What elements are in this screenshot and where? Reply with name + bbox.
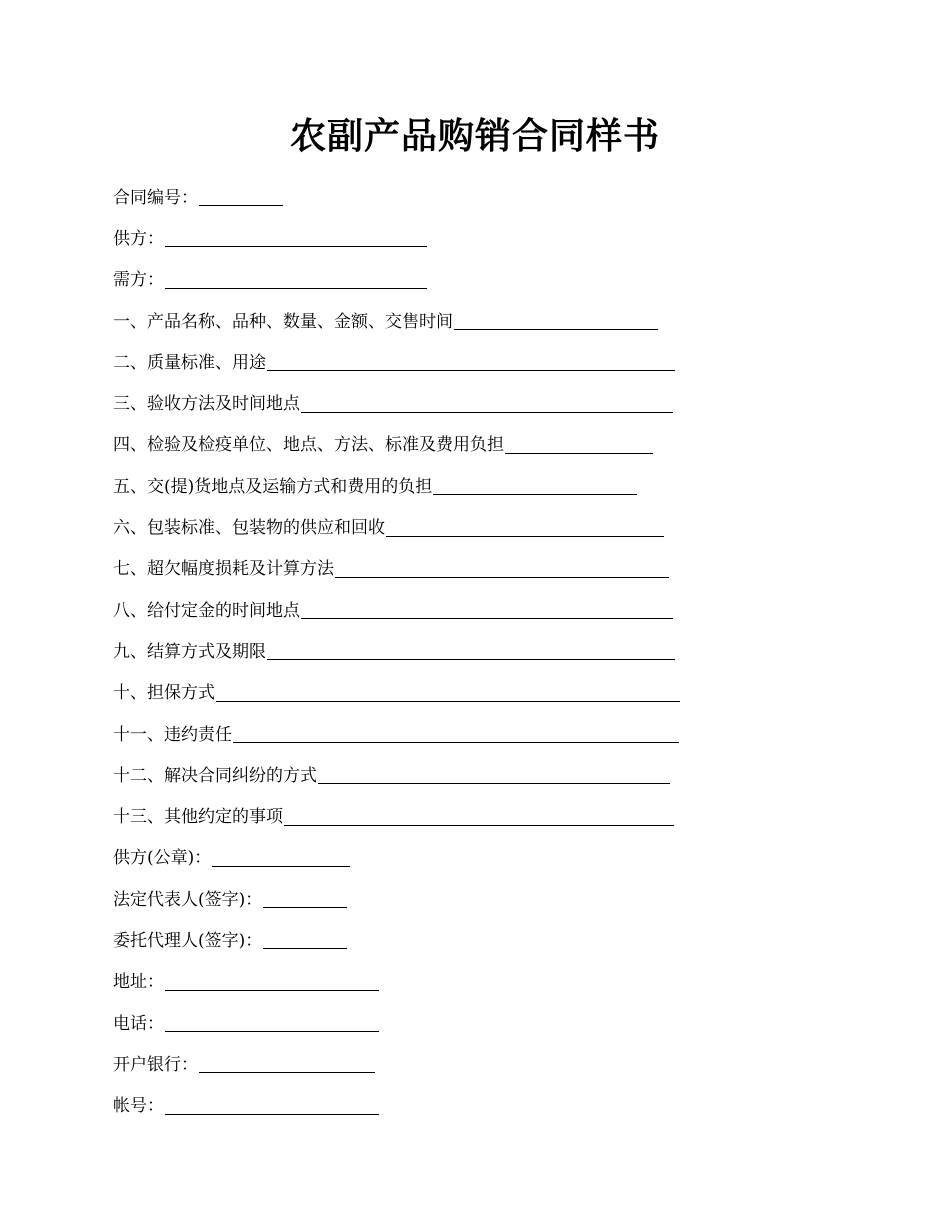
fill-in-blank[interactable] (212, 850, 350, 867)
clause-5-line (113, 466, 873, 507)
clause-2-line (113, 342, 873, 383)
fill-in-blank[interactable] (165, 272, 427, 289)
line-label: 十二、解决合同纠纷的方式 (113, 765, 317, 786)
supplier-seal-line (113, 838, 873, 879)
fill-in-blank[interactable] (505, 437, 653, 454)
fill-in-blank[interactable] (165, 974, 379, 991)
clause-6-line (113, 507, 873, 548)
clause-4-line (113, 425, 873, 466)
line-label: 八、给付定金的时间地点 (113, 600, 300, 621)
fill-in-blank[interactable] (165, 1098, 379, 1115)
fill-in-blank[interactable] (284, 809, 674, 826)
line-label: 三、验收方法及时间地点 (113, 394, 300, 415)
line-label: 需方： (113, 270, 164, 291)
line-label: 十一、违约责任 (113, 724, 232, 745)
authorized-agent-line (113, 920, 873, 961)
fill-in-blank[interactable] (199, 189, 283, 206)
line-label: 开户银行： (113, 1054, 198, 1075)
line-label: 四、检验及检疫单位、地点、方法、标准及费用负担 (113, 435, 504, 456)
contract-number-line (113, 177, 873, 218)
line-label: 委托代理人(签字)： (113, 930, 263, 951)
fill-in-blank[interactable] (263, 932, 347, 949)
fill-in-blank[interactable] (233, 726, 679, 743)
fill-in-blank[interactable] (267, 354, 675, 371)
fill-in-blank[interactable] (165, 1015, 379, 1032)
fill-in-blank[interactable] (301, 396, 673, 413)
clause-9-line (113, 631, 873, 672)
line-label: 法定代表人(签字)： (113, 889, 263, 910)
line-label: 七、超欠幅度损耗及计算方法 (113, 559, 334, 580)
clause-13-line (113, 796, 873, 837)
clause-10-line (113, 673, 873, 714)
line-label: 一、产品名称、品种、数量、金额、交售时间 (113, 311, 453, 332)
phone-line (113, 1003, 873, 1044)
buyer-line (113, 260, 873, 301)
line-label: 地址： (113, 972, 164, 993)
address-line (113, 962, 873, 1003)
line-label: 合同编号： (113, 187, 198, 208)
fill-in-blank[interactable] (199, 1056, 375, 1073)
clause-3-line (113, 383, 873, 424)
fill-in-blank[interactable] (216, 685, 680, 702)
clause-1-line (113, 301, 873, 342)
line-label: 五、交(提)货地点及运输方式和费用的负担 (113, 476, 433, 497)
supplier-line (113, 218, 873, 259)
line-label: 十三、其他约定的事项 (113, 807, 283, 828)
fill-in-blank[interactable] (335, 561, 669, 578)
account-number-line (113, 1086, 873, 1127)
clause-7-line (113, 549, 873, 590)
fill-in-blank[interactable] (165, 230, 427, 247)
fill-in-blank[interactable] (386, 520, 664, 537)
line-label: 供方： (113, 228, 164, 249)
fill-in-blank[interactable] (454, 313, 658, 330)
line-label: 九、结算方式及期限 (113, 641, 266, 662)
bank-line (113, 1044, 873, 1085)
fill-in-blank[interactable] (433, 478, 637, 495)
line-label: 帐号： (113, 1096, 164, 1117)
fill-in-blank[interactable] (267, 643, 675, 660)
legal-representative-line (113, 879, 873, 920)
line-label: 供方(公章)： (113, 848, 212, 869)
clause-11-line (113, 714, 873, 755)
fill-in-blank[interactable] (301, 602, 673, 619)
clause-12-line (113, 755, 873, 796)
fill-in-blank[interactable] (318, 767, 670, 784)
line-label: 十、担保方式 (113, 683, 215, 704)
line-label: 电话： (113, 1013, 164, 1034)
line-label: 六、包装标准、包装物的供应和回收 (113, 518, 385, 539)
fill-in-blank[interactable] (263, 891, 347, 908)
document-title: 农副产品购销合同样书 (289, 115, 660, 157)
clause-8-line (113, 590, 873, 631)
contract-form (113, 177, 873, 1127)
line-label: 二、质量标准、用途 (113, 352, 266, 373)
